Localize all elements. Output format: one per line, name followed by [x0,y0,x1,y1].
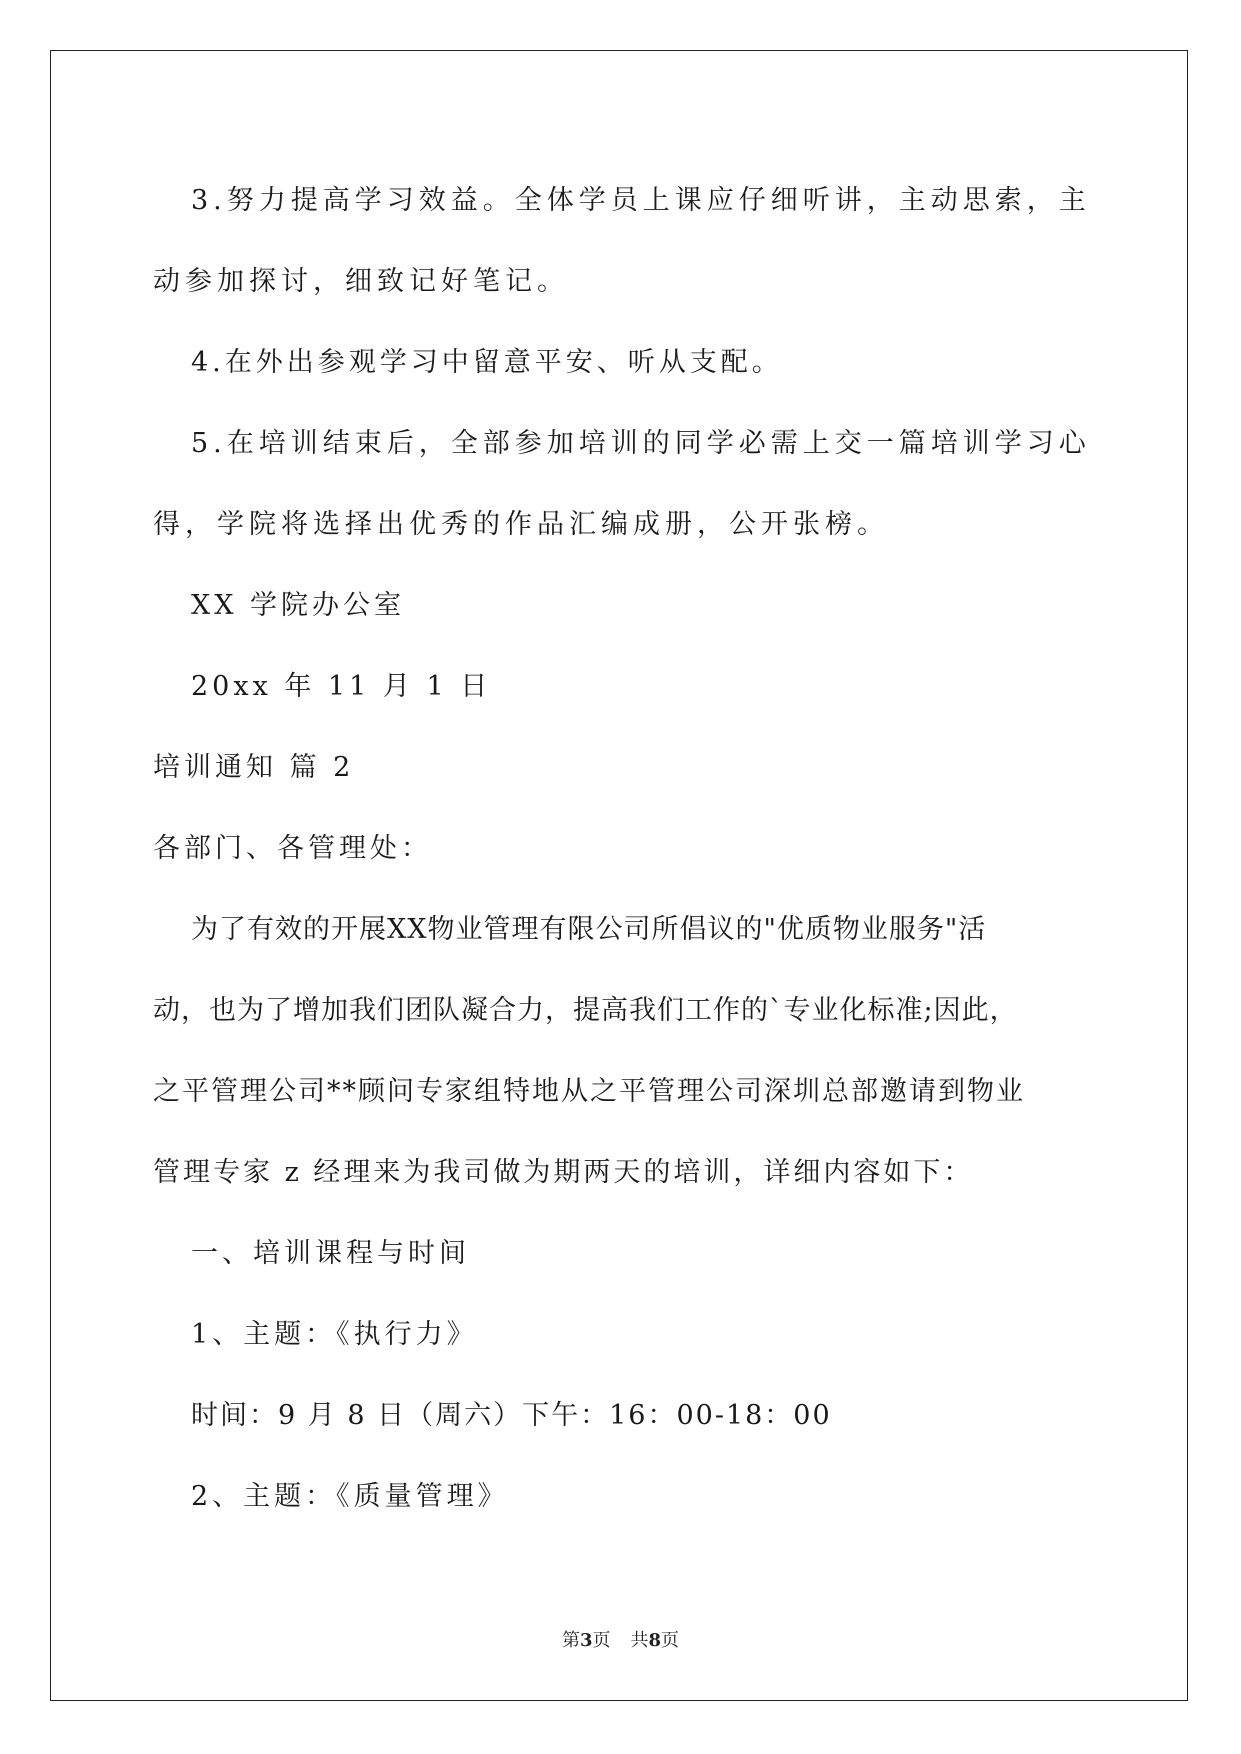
paragraph-line: 5.在培训结束后，全部参加培训的同学必需上交一篇培训学习心 [191,428,1091,459]
paragraph-line: 之平管理公司**顾问专家组特地从之平管理公司深圳总部邀请到物业 [153,1076,1025,1107]
time-text: 时间：9 月 8 日（周六）下午：16：00-18：00 [191,1400,832,1431]
paragraph-line: 4.在外出参观学习中留意平安、听从支配。 [191,347,783,378]
notice-date [153,646,1088,727]
paragraph-line: 为了有效的开展XX物业管理有限公司所倡议的"优质物业服务"活 [191,914,987,945]
salutation-text: 各部门、各管理处： [153,833,432,864]
date-text: 20xx 年 11 月 1 日 [191,671,492,702]
document-body [153,160,1091,1537]
paragraph-item-5 [153,403,1091,565]
paragraph-line: 动，也为了增加我们团队凝合力，提高我们工作的`专业化标准;因此， [153,995,1018,1026]
footer-page-suffix: 页 [592,1630,611,1651]
paragraph-item-4 [153,322,1088,403]
footer-page-number: 3 [579,1630,593,1651]
footer-total-suffix: 页 [661,1630,680,1651]
section-title-text: 培训通知 篇 2 [153,752,355,783]
paragraph-line: 3.努力提高学习效益。全体学员上课应仔细听讲，主动思索，主 [191,185,1091,216]
signature-text: XX 学院办公室 [191,590,406,621]
paragraph-line: 动参加探讨，细致记好笔记。 [153,266,569,297]
footer-total-pages: 8 [648,1630,662,1651]
salutation [153,808,1088,889]
heading-courses [153,1213,1088,1294]
footer-total-prefix: 共 [630,1630,649,1651]
topic-2 [153,1456,1088,1537]
paragraph-line: 得，学院将选择出优秀的作品汇编成册，公开张榜。 [153,509,889,540]
signature [153,565,1088,646]
section-title [153,727,1088,808]
page-footer [0,1626,1241,1652]
time-1 [153,1375,1088,1456]
topic-text: 1、主题：《执行力》 [191,1319,478,1350]
paragraph-item-3 [153,160,1091,322]
topic-text: 2、主题：《质量管理》 [191,1481,509,1512]
heading-text: 一、培训课程与时间 [191,1238,470,1269]
paragraph-line: 管理专家 z 经理来为我司做为期两天的培训，详细内容如下： [153,1157,974,1188]
topic-1 [153,1294,1088,1375]
footer-prefix: 第 [561,1630,580,1651]
paragraph-intro [153,889,1088,1213]
